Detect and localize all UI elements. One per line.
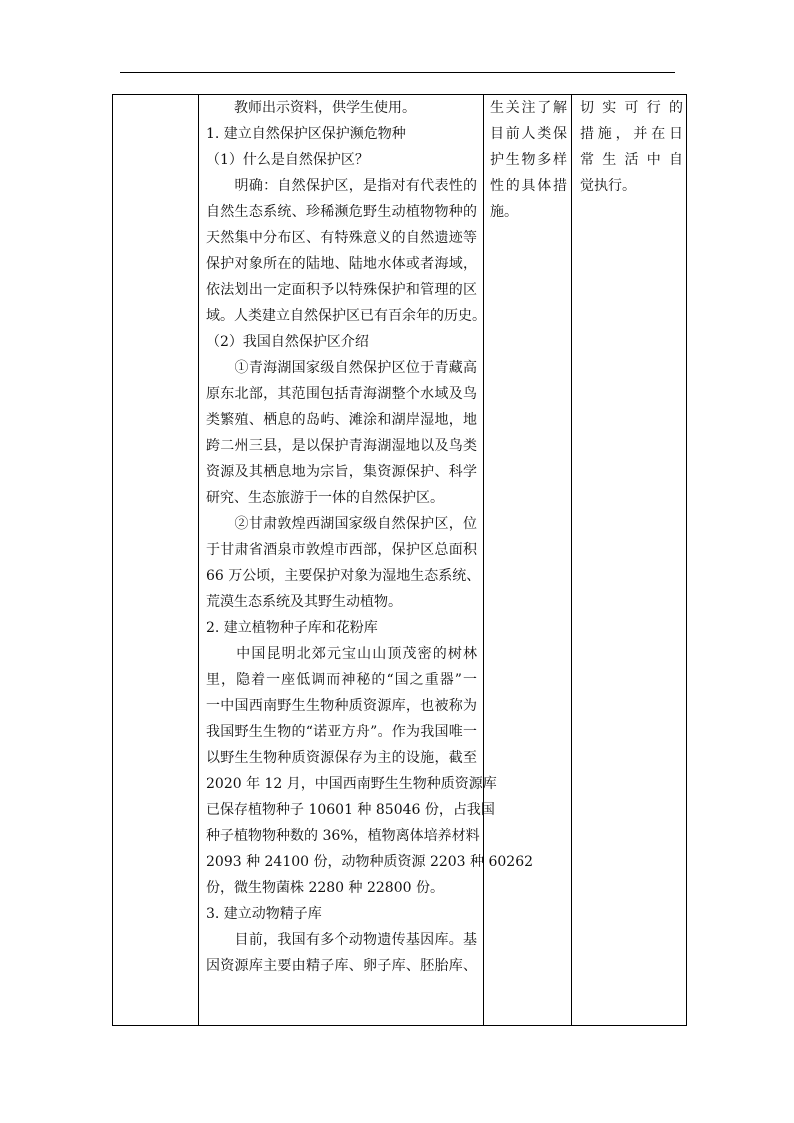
empty-column-cell xyxy=(112,95,198,1025)
text-line: 保护对象所在的陆地、陆地水体或者海域， xyxy=(206,256,477,272)
text-line: 2. 建立植物种子库和花粉库 xyxy=(206,620,378,636)
student-activity-cell xyxy=(572,95,687,1025)
text-line: 一中国西南野生生物种质资源库，也被称为 xyxy=(206,698,477,714)
text-line: 觉执行。 xyxy=(580,178,636,194)
text-line: 类繁殖、栖息的岛屿、滩涂和湖岸湿地，地 xyxy=(206,412,477,428)
text-line: ②甘肃敦煌西湖国家级自然保护区，位 xyxy=(206,516,477,532)
text-line: ①青海湖国家级自然保护区位于青藏高 xyxy=(206,360,477,376)
text-line: 里，隐着一座低调而神秘的“国之重器”一 xyxy=(206,672,477,688)
text-line: （2）我国自然保护区介绍 xyxy=(206,334,369,350)
text-line: 于甘肃省酒泉市敦煌市西部，保护区总面积 xyxy=(206,542,477,558)
text-line: 性的具体措 xyxy=(490,178,567,194)
text-line: 措施，并在日 xyxy=(580,126,683,142)
text-line: 以野生生物种质资源保存为主的设施，截至 xyxy=(206,750,477,766)
text-line: 已保存植物种子 10601 种 85046 份，占我国 xyxy=(206,802,495,818)
text-line: 3. 建立动物精子库 xyxy=(206,906,322,922)
text-line: 份，微生物菌株 2280 种 22800 份。 xyxy=(206,880,444,896)
text-line: 天然集中分布区、有特殊意义的自然遗迹等 xyxy=(206,230,477,246)
text-line: 资源及其栖息地为宗旨，集资源保护、科学 xyxy=(206,464,477,480)
text-line: 常生活中自 xyxy=(580,152,683,168)
text-line: 因资源库主要由精子库、卵子库、胚胎库、 xyxy=(206,958,477,974)
text-line: 域。人类建立自然保护区已有百余年的历史。 xyxy=(206,308,486,324)
header-rule xyxy=(120,72,675,73)
text-line: 研究、生态旅游于一体的自然保护区。 xyxy=(206,490,444,506)
text-line: 依法划出一定面积予以特殊保护和管理的区 xyxy=(206,282,477,298)
text-line: 切实可行的 xyxy=(580,100,683,116)
design-intent-cell xyxy=(484,95,571,1025)
text-line: 1. 建立自然保护区保护濒危物种 xyxy=(206,126,406,142)
text-line: 2020 年 12 月，中国西南野生生物种质资源库 xyxy=(206,776,497,792)
text-line: 护生物多样 xyxy=(490,152,567,168)
text-line: 2093 种 24100 份，动物种质资源 2203 种 60262 xyxy=(206,854,534,870)
text-line: 荒漠生态系统及其野生动植物。 xyxy=(206,594,402,610)
text-line: 目前人类保 xyxy=(490,126,567,142)
text-line: 我国野生生物的“诺亚方舟”。作为我国唯一 xyxy=(206,724,477,740)
text-line: 明确：自然保护区，是指对有代表性的 xyxy=(206,178,477,194)
text-line: 生关注了解 xyxy=(490,100,567,116)
text-line: 原东北部，其范围包括青海湖整个水域及鸟 xyxy=(206,386,477,402)
text-line: （1）什么是自然保护区？ xyxy=(206,152,369,168)
text-line: 施。 xyxy=(490,204,518,220)
text-line: 跨二州三县，是以保护青海湖湿地以及鸟类 xyxy=(206,438,477,454)
text-line: 教师出示资料，供学生使用。 xyxy=(206,100,416,116)
text-line: 目前，我国有多个动物遗传基因库。基 xyxy=(206,932,477,948)
text-line: 66 万公顷，主要保护对象为湿地生态系统、 xyxy=(206,568,481,584)
text-line: 种子植物物种数的 36%，植物离体培养材料 xyxy=(206,828,480,844)
text-line: 自然生态系统、珍稀濒危野生动植物物种的 xyxy=(206,204,477,220)
text-line: 中国昆明北郊元宝山山顶茂密的树林 xyxy=(206,646,477,662)
lesson-table xyxy=(112,94,687,1026)
